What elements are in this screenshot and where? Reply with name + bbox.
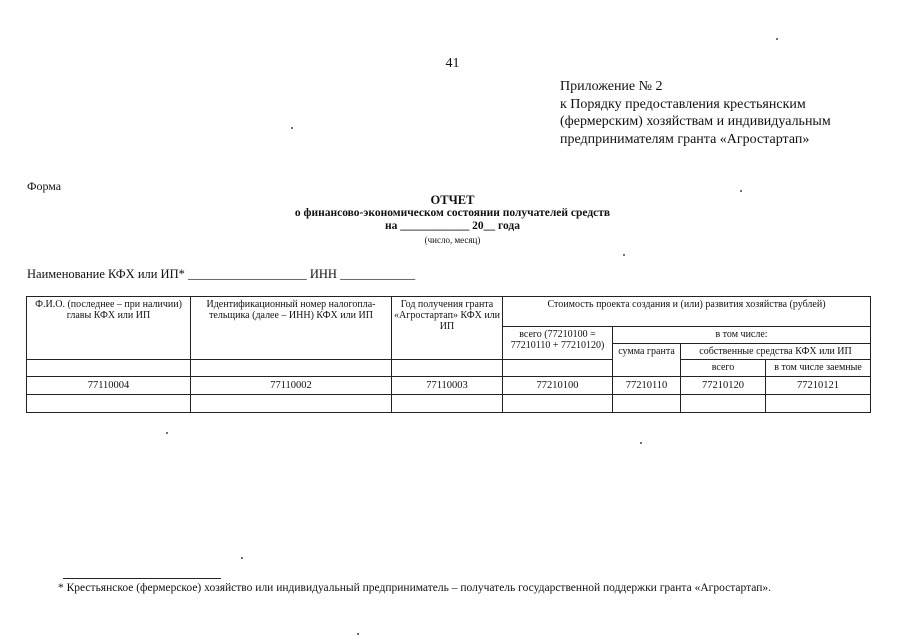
empty-cell: [503, 395, 613, 413]
header-including: в том числе:: [613, 327, 871, 344]
table-row-empty: [27, 395, 871, 413]
footnote-divider: [63, 578, 221, 579]
scan-speck: [357, 633, 359, 635]
code-cell: 77210110: [613, 377, 681, 395]
code-cell: 77210121: [766, 377, 871, 395]
header-year-cont: [392, 360, 503, 377]
header-inn-cont: [191, 360, 392, 377]
report-period: на ____________ 20__ года: [385, 220, 520, 232]
report-subtitle: о финансово-экономическом состоянии получателей средств: [294, 207, 611, 219]
appendix-line-4: предпринимателям гранта «Агростартап»: [560, 131, 810, 147]
report-title: ОТЧЕТ: [430, 193, 475, 207]
header-project-cost: Стоимость проекта создания и (или) развития хозяйства (рублей): [503, 297, 871, 327]
scan-speck: [623, 254, 625, 256]
appendix-block: [560, 78, 831, 148]
empty-cell: [191, 395, 392, 413]
scan-speck: [740, 190, 742, 192]
scan-speck: [640, 442, 642, 444]
header-inn: Идентификационный номер налогопла-тельщика (далее – ИНН) КФХ или ИП: [191, 297, 392, 360]
scan-speck: [166, 432, 168, 434]
report-table: [26, 296, 871, 413]
scan-speck: [776, 38, 778, 40]
code-cell: 77110002: [191, 377, 392, 395]
header-total: всего (77210100 = 77210110 + 77210120): [503, 327, 613, 360]
footnote: * Крестьянское (фермерское) хозяйство или индивидуальный предприниматель – получатель государственной поддержки гранта «Агростартап».: [58, 582, 771, 594]
page-number: 41: [445, 56, 460, 71]
empty-cell: [27, 395, 191, 413]
code-cell: 77110004: [27, 377, 191, 395]
code-cell: 77210100: [503, 377, 613, 395]
scan-speck: [291, 127, 293, 129]
scan-speck: [241, 557, 243, 559]
empty-cell: [766, 395, 871, 413]
code-cell: 77110003: [392, 377, 503, 395]
period-hint: (число, месяц): [424, 235, 481, 245]
appendix-line-3: (фермерским) хозяйствам и индивидуальным: [560, 114, 831, 129]
header-total-cont: [503, 360, 613, 377]
header-own-borrowed: в том числе заемные: [766, 360, 871, 377]
header-grant-sum: сумма гранта: [613, 344, 681, 377]
header-fio-cont: [27, 360, 191, 377]
empty-cell: [681, 395, 766, 413]
header-year: Год получения гранта «Агростартап» КФХ или ИП: [392, 297, 503, 360]
code-cell: 77210120: [681, 377, 766, 395]
form-label: Форма: [27, 179, 62, 193]
empty-cell: [392, 395, 503, 413]
empty-cell: [613, 395, 681, 413]
recipient-name-line: Наименование КФХ или ИП* ___________________ ИНН ____________: [27, 267, 416, 281]
appendix-line-1: Приложение № 2: [560, 79, 663, 94]
header-own-funds: собственные средства КФХ или ИП: [681, 344, 871, 360]
table-row-codes: [27, 377, 871, 395]
appendix-line-2: к Порядку предоставления крестьянским: [560, 96, 806, 112]
header-own-total: всего: [681, 360, 766, 377]
header-fio: Ф.И.О. (последнее – при наличии) главы КФХ или ИП: [27, 297, 191, 360]
